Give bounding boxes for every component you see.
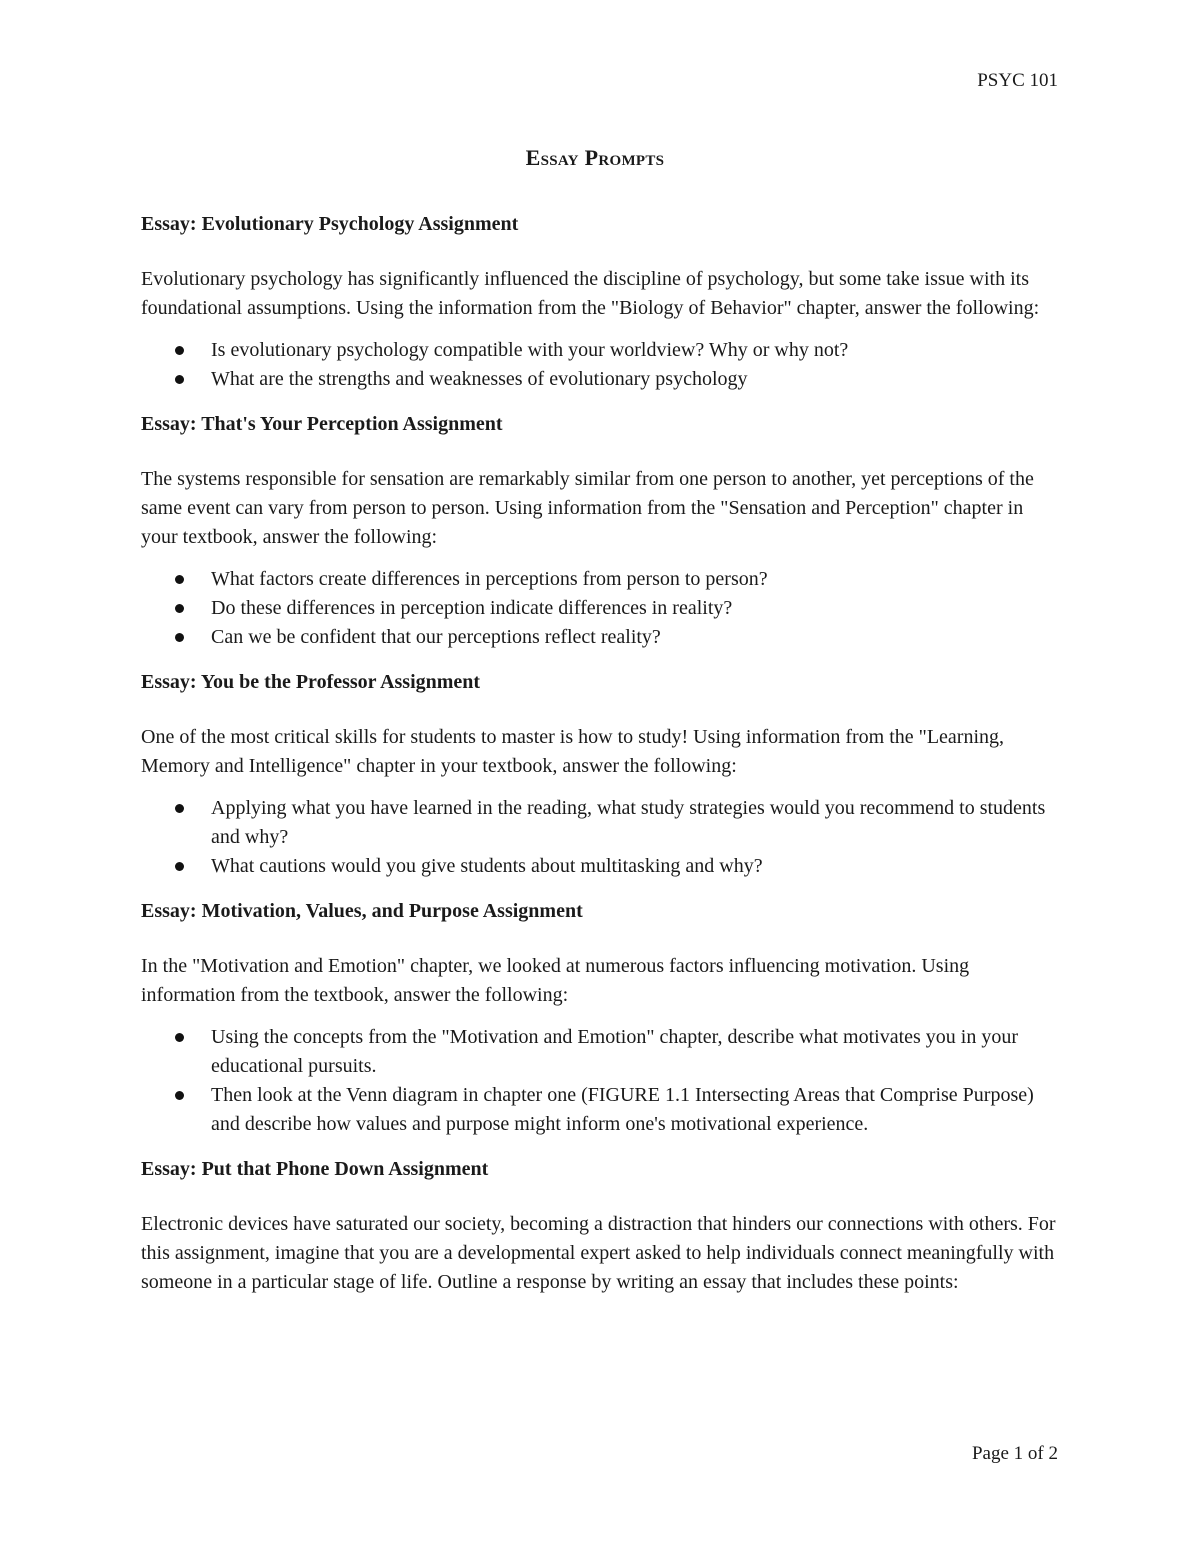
bullet-item <box>141 794 1061 852</box>
bullet-text: Then look at the Venn diagram in chapter one (FIGURE 1.1 Intersecting Areas that Comprise Purpose) and describe how values and purpose might inform one's motivational experience. <box>211 1084 1034 1135</box>
bullet-icon <box>175 1033 184 1042</box>
bullet-list <box>141 565 1061 652</box>
essay-intro: One of the most critical skills for students to master is how to study! Using information from the "Learning, Memory and Intelligence" chapter in your textbook, answer the following: <box>141 726 1005 777</box>
bullet-text: What factors create differences in perceptions from person to person? <box>211 568 768 590</box>
essay-intro: Evolutionary psychology has significantly influenced the discipline of psychology, but some take issue with its foundational assumptions. Using the information from the "Biology of Behavior" chapter, answer the following: <box>141 268 1040 319</box>
page-title: Essay Prompts <box>525 145 665 170</box>
bullet-list <box>141 1023 1061 1139</box>
page-number: Page 1 of 2 <box>971 1443 1058 1464</box>
bullet-icon <box>175 633 184 642</box>
essay-list <box>141 210 1061 1310</box>
bullet-text: Can we be confident that our perceptions reflect reality? <box>211 626 661 648</box>
bullet-icon <box>175 862 184 871</box>
essay-heading: Essay: Evolutionary Psychology Assignment <box>141 213 519 235</box>
bullet-item <box>141 1081 1061 1139</box>
course-code: PSYC 101 <box>977 70 1058 91</box>
essay-intro: The systems responsible for sensation are remarkably similar from one person to another, yet perceptions of the same event can vary from person to person. Using information from the "Sensation and Perception" chapter in your textbook, answer the following: <box>141 468 1034 548</box>
essay-intro: Electronic devices have saturated our society, becoming a distraction that hinders our connections with others. For this assignment, imagine that you are a developmental expert asked to help individuals connect meaningfully with someone in a particular stage of life. Outline a response by writing an essay that includes these points: <box>141 1213 1056 1293</box>
bullet-item <box>141 594 1061 623</box>
bullet-icon <box>175 575 184 584</box>
essay-section <box>141 668 1061 881</box>
essay-section <box>141 1155 1061 1297</box>
bullet-item <box>141 852 1061 881</box>
essay-heading: Essay: You be the Professor Assignment <box>141 671 481 693</box>
essay-heading: Essay: That's Your Perception Assignment <box>141 413 503 435</box>
bullet-item <box>141 336 1061 365</box>
bullet-text: Using the concepts from the "Motivation and Emotion" chapter, describe what motivates you in your educational pursuits. <box>211 1026 1019 1077</box>
bullet-icon <box>175 375 184 384</box>
bullet-item <box>141 365 1061 394</box>
bullet-icon <box>175 804 184 813</box>
bullet-list <box>141 794 1061 881</box>
essay-section <box>141 210 1061 394</box>
essay-section <box>141 897 1061 1139</box>
bullet-text: Do these differences in perception indicate differences in reality? <box>211 597 733 619</box>
essay-intro: In the "Motivation and Emotion" chapter, we looked at numerous factors influencing motivation. Using information from the textbook, answer the following: <box>141 955 970 1006</box>
bullet-item <box>141 623 1061 652</box>
bullet-icon <box>175 1091 184 1100</box>
essay-heading: Essay: Motivation, Values, and Purpose Assignment <box>141 900 583 922</box>
essay-heading: Essay: Put that Phone Down Assignment <box>141 1158 489 1180</box>
bullet-text: What are the strengths and weaknesses of evolutionary psychology <box>211 368 748 390</box>
bullet-text: Is evolutionary psychology compatible with your worldview? Why or why not? <box>211 339 849 361</box>
bullet-item <box>141 1023 1061 1081</box>
bullet-list <box>141 336 1061 394</box>
bullet-icon <box>175 604 184 613</box>
bullet-icon <box>175 346 184 355</box>
essay-section <box>141 410 1061 652</box>
bullet-item <box>141 565 1061 594</box>
bullet-text: What cautions would you give students about multitasking and why? <box>211 855 763 877</box>
bullet-text: Applying what you have learned in the reading, what study strategies would you recommend to students and why? <box>211 797 1046 848</box>
